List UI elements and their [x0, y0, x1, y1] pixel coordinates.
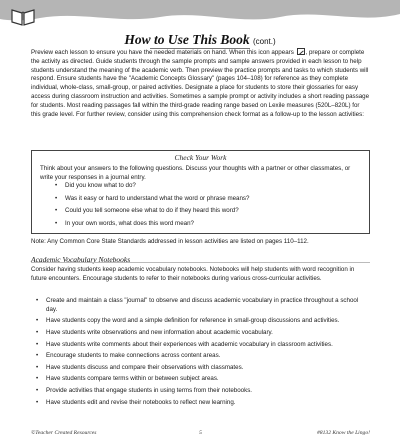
check-box-title: Check Your Work — [174, 153, 227, 162]
section-divider — [31, 262, 370, 263]
open-book-icon — [10, 4, 36, 28]
pencil-icon — [297, 48, 305, 55]
list-item: • Have students copy the word and a simple definition for reference in small-group discussions and activities. — [36, 317, 370, 326]
title-text: How to Use This Book — [124, 32, 250, 47]
page-header — [0, 0, 400, 36]
list-item: • Create and maintain a class "journal" to observe and discuss academic vocabulary in practice throughout a school day. — [36, 297, 370, 315]
list-item: • Have students write comments about their experiences with academic vocabulary in classroom activities. — [36, 341, 370, 350]
check-box-intro: Think about your answers to the following questions. Discuss your thoughts with a partner or other classmates, or write your responses in a journal entry. — [40, 165, 351, 181]
check-question: • Did you know what to do? — [55, 182, 355, 195]
header-banner — [0, 0, 400, 30]
list-item: • Have students compare terms within or between subject areas. — [36, 375, 370, 384]
vocab-intro-paragraph: Consider having students keep academic vocabulary notebooks. Notebooks will help students with word recognition in future encounters. Encourage students to refer to their notebooks during various cross-curricular activities. — [31, 266, 355, 282]
check-question-list — [55, 182, 355, 232]
list-item: • Encourage students to make connections across content areas. — [36, 352, 370, 361]
intro-paragraph — [31, 48, 370, 119]
footer-page-number: 5 — [199, 430, 202, 436]
standards-note: Note: Any Common Core State Standards addressed in lesson activities are listed on pages 110–112. — [31, 238, 309, 245]
check-question: • Could you tell someone else what to do if they heard this word? — [55, 207, 355, 220]
check-question: • In your own words, what does this word mean? — [55, 220, 355, 233]
footer-copyright: ©Teacher Created Resources — [31, 430, 97, 436]
list-item: • Provide activities that engage students in using terms from their notebooks. — [36, 387, 370, 396]
check-question: • Was it easy or hard to understand what the word or phrase means? — [55, 195, 355, 208]
title-suffix: (cont.) — [252, 37, 276, 46]
list-item: • Have students discuss and compare their observations with classmates. — [36, 364, 370, 373]
footer-book-title: #8132 Know the Lingo! — [317, 430, 370, 436]
intro-text-before: Preview each lesson to ensure you have the needed materials on hand. When this icon appears — [31, 49, 294, 56]
page-title — [0, 32, 400, 48]
section-title-vocabulary: Academic Vocabulary Notebooks — [31, 255, 131, 264]
intro-text-after: , prepare or complete the activity as directed. Guide students through the sample prompts and sample answers provided in each lesson to help students understand the meaning of the academic verb. Then preview the practice prompts and tasks to which students will respond. Ensure students have the "Academic Concepts Glossary" (pages 104–108) for reference as they complete individual, whole-class, small-group, or paired activities. Designate a place for students to store their glossaries for easy access during classroom instruction and activities. Sometimes a sample prompt or activity includes a short reading passage for students. Most reading passages fall within the third-grade reading range based on Lexile measures (520L–820L) for this grade level. For further review, consider using this comprehension check format as a follow-up to the lesson activities: — [31, 49, 370, 118]
list-item: • Have students edit and revise their notebooks to reflect new learning. — [36, 399, 370, 408]
vocab-activity-list — [36, 297, 370, 410]
list-item: • Have students write observations and new information about academic vocabulary. — [36, 329, 370, 338]
check-your-work-box — [31, 150, 370, 234]
